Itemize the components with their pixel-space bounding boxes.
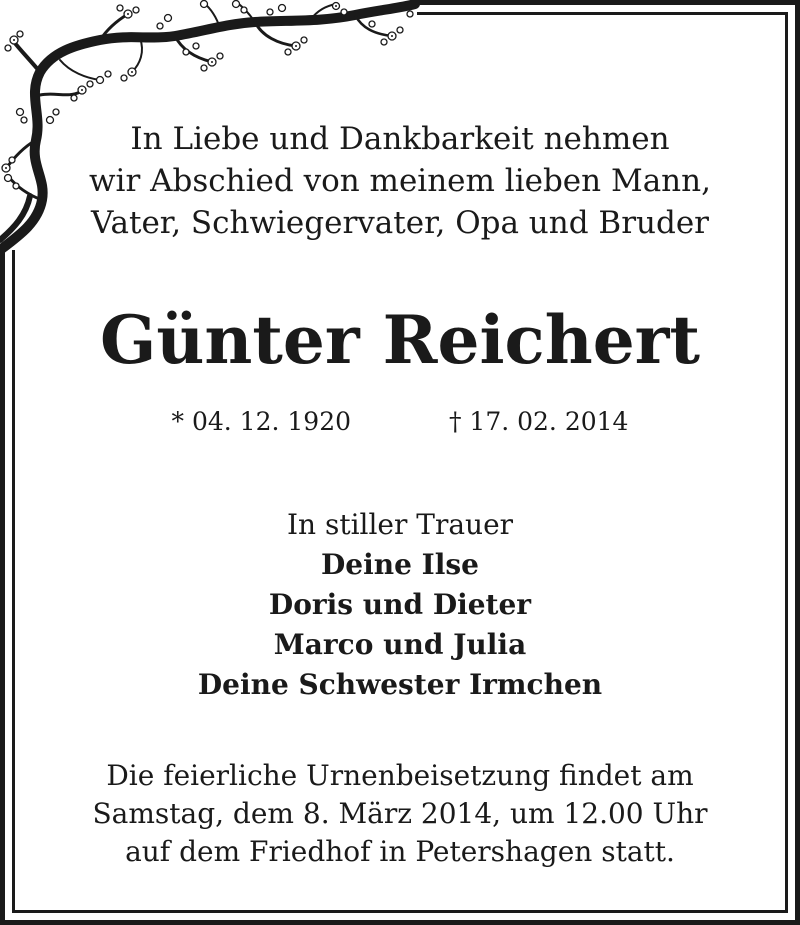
birth-date: * 04. 12. 1920: [171, 407, 352, 436]
intro-text: [0, 118, 800, 244]
funeral-line-2: Samstag, dem 8. März 2014, um 12.00 Uhr: [92, 797, 708, 830]
intro-line-2: wir Abschied von meinem lieben Mann,: [89, 163, 711, 199]
funeral-info: [0, 757, 800, 871]
intro-line-3: Vater, Schwiegervater, Opa und Bruder: [90, 205, 710, 241]
mourners-block: [0, 505, 800, 705]
funeral-line-1: Die feierliche Urnenbeisetzung findet am: [106, 759, 694, 792]
frame-bottom-border: [0, 920, 800, 925]
mourner-name: Marco und Julia: [273, 628, 527, 661]
death-date: † 17. 02. 2014: [448, 407, 629, 436]
frame-top-border: [417, 0, 800, 5]
frame-inner-top-border: [417, 12, 788, 15]
frame-inner-bottom-border: [12, 910, 788, 913]
deceased-name: Günter Reichert: [100, 301, 700, 379]
mourners-lead: In stiller Trauer: [286, 508, 514, 541]
mourner-name: Doris und Dieter: [268, 588, 532, 621]
life-dates: [0, 404, 800, 440]
mourner-name: Deine Ilse: [321, 548, 479, 581]
funeral-line-3: auf dem Friedhof in Petershagen statt.: [125, 835, 675, 868]
mourner-name: Deine Schwester Irmchen: [197, 668, 603, 701]
intro-line-1: In Liebe und Dankbarkeit nehmen: [130, 121, 670, 157]
